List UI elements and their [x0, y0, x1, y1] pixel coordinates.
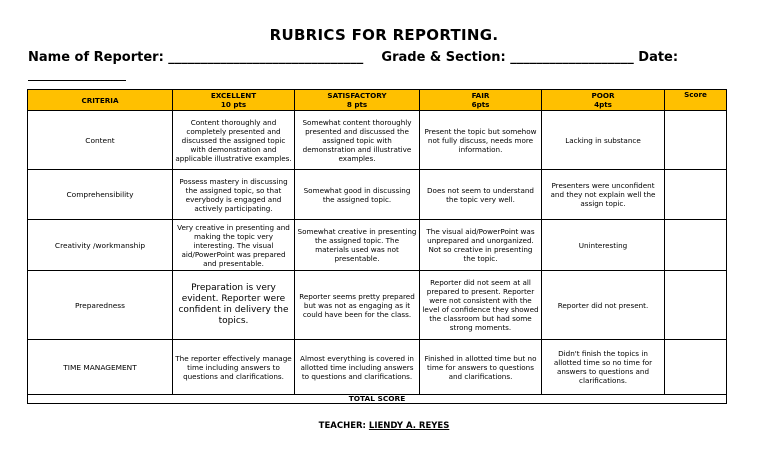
date-field[interactable]: Date:	[638, 50, 679, 65]
date-blank-line	[28, 80, 126, 81]
criteria-cell: Comprehensibility	[28, 170, 173, 220]
table-header-row	[28, 90, 727, 111]
satisfactory-cell: Somewhat content thoroughly presented and discussed the assigned topic with demonstration and illustrative examples.	[295, 111, 420, 170]
poor-cell: Uninteresting	[542, 220, 665, 271]
total-score-row	[28, 395, 727, 404]
poor-cell: Reporter did not present.	[542, 271, 665, 340]
header-score: Score	[665, 90, 727, 111]
fair-cell: Present the topic but somehow not fully discuss, needs more information.	[420, 111, 542, 170]
satisfactory-cell: Reporter seems pretty prepared but was not as engaging as it could have been for the class.	[295, 271, 420, 340]
score-cell[interactable]	[665, 220, 727, 271]
criteria-cell: Creativity /workmanship	[28, 220, 173, 271]
excellent-cell: Preparation is very evident. Reporter were confident in delivery the topics.	[173, 271, 295, 340]
teacher-label: TEACHER:	[318, 421, 366, 431]
criteria-cell: Preparedness	[28, 271, 173, 340]
table-row	[28, 220, 727, 271]
teacher-line	[0, 421, 768, 431]
table-row	[28, 271, 727, 340]
table-row	[28, 170, 727, 220]
criteria-cell: TIME MANAGEMENT	[28, 340, 173, 395]
page-title: RUBRICS FOR REPORTING.	[269, 26, 499, 44]
excellent-cell: Possess mastery in discussing the assigned topic, so that everybody is engaged and actively participating.	[173, 170, 295, 220]
grade-section-field[interactable]: Grade & Section: ___________________	[381, 50, 634, 65]
header-fair: FAIR 6pts	[420, 90, 542, 111]
table-row	[28, 340, 727, 395]
criteria-cell: Content	[28, 111, 173, 170]
total-score-label: TOTAL SCORE	[28, 395, 727, 404]
table-row	[28, 111, 727, 170]
teacher-name: LIENDY A. REYES	[368, 421, 450, 431]
satisfactory-cell: Somewhat good in discussing the assigned topic.	[295, 170, 420, 220]
poor-cell: Didn't finish the topics in allotted time so no time for answers to questions and clarifications.	[542, 340, 665, 395]
reporter-name-field[interactable]: Name of Reporter: ______________________________	[28, 50, 364, 65]
excellent-cell: The reporter effectively manage time including answers to questions and clarifications.	[173, 340, 295, 395]
satisfactory-cell: Somewhat creative in presenting the assigned topic. The materials used was not presentable.	[295, 220, 420, 271]
score-cell[interactable]	[665, 271, 727, 340]
header-poor: POOR 4pts	[542, 90, 665, 111]
reporter-info-line	[28, 50, 678, 65]
header-criteria: CRITERIA	[28, 90, 173, 111]
fair-cell: Does not seem to understand the topic very well.	[420, 170, 542, 220]
fair-cell: The visual aid/PowerPoint was unprepared and unorganized. Not so creative in presenting the topic.	[420, 220, 542, 271]
fair-cell: Reporter did not seem at all prepared to present. Reporter were not consistent with the level of confidence they showed the classroom but had some strong moments.	[420, 271, 542, 340]
fair-cell: Finished in allotted time but no time for answers to questions and clarifications.	[420, 340, 542, 395]
rubric-table	[27, 89, 727, 404]
score-cell[interactable]	[665, 340, 727, 395]
header-excellent: EXCELLENT 10 pts	[173, 90, 295, 111]
score-cell[interactable]	[665, 170, 727, 220]
excellent-cell: Very creative in presenting and making the topic very interesting. The visual aid/PowerPoint was prepared and presentable.	[173, 220, 295, 271]
excellent-cell: Content thoroughly and completely presented and discussed the assigned topic with demonstration and applicable illustrative examples.	[173, 111, 295, 170]
poor-cell: Presenters were unconfident and they not explain well the assign topic.	[542, 170, 665, 220]
satisfactory-cell: Almost everything is covered in allotted time including answers to questions and clarifications.	[295, 340, 420, 395]
score-cell[interactable]	[665, 111, 727, 170]
header-satisfactory: SATISFACTORY 8 pts	[295, 90, 420, 111]
poor-cell: Lacking in substance	[542, 111, 665, 170]
